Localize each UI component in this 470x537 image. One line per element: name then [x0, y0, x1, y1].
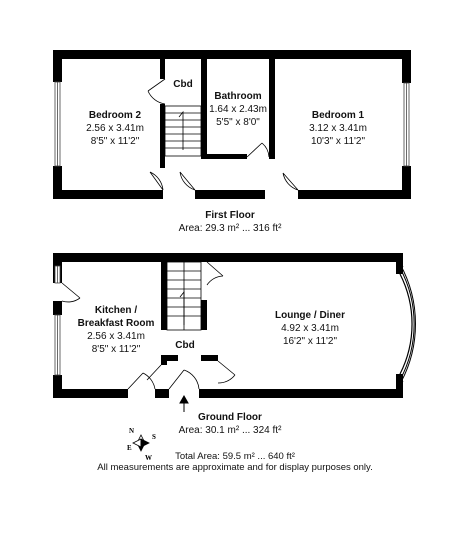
room-name: Cbd — [175, 340, 195, 351]
room-name: Bathroom — [214, 91, 262, 102]
disclaimer: All measurements are approximate and for display purposes only. — [97, 462, 373, 473]
room-lounge — [255, 309, 365, 348]
compass-e: E — [127, 444, 132, 452]
floor-title: First Floor — [205, 210, 255, 221]
ff-wall-bath-bottom — [201, 154, 247, 159]
ff-wall-bath-bed1 — [269, 59, 275, 159]
compass-w: W — [145, 454, 152, 462]
ff-wall-stair-left — [160, 104, 165, 168]
ff-wall-bath-bed1-stub — [242, 154, 247, 159]
room-name: Lounge / Diner — [275, 310, 345, 321]
ff-wall-right-top — [402, 50, 411, 83]
ff-door-bed2 — [150, 172, 163, 190]
ff-wall-bottom-left — [53, 190, 163, 199]
total-area: Total Area: 59.5 m² ... 640 ft² — [175, 451, 295, 462]
room-imperial: 16'2" x 11'2" — [282, 336, 338, 347]
room-name-line2: Breakfast Room — [77, 318, 155, 329]
room-name: Cbd — [173, 79, 193, 90]
first-floor-caption — [150, 209, 310, 235]
floor-area: Area: 30.1 m² ... 324 ft² — [178, 425, 282, 436]
gf-wall-right-bottom — [396, 374, 403, 398]
room-metric: 2.56 x 3.41m — [86, 123, 144, 134]
room-bathroom — [207, 90, 269, 129]
gf-wall-bottom-right — [199, 389, 403, 398]
gf-wall-top-left — [53, 253, 403, 262]
room-metric: 4.92 x 3.41m — [281, 323, 339, 334]
gf-wall-cbd-right — [201, 300, 207, 330]
room-metric: 1.64 x 2.43m — [209, 104, 267, 115]
ff-door-landing — [180, 172, 195, 190]
room-name: Bedroom 1 — [311, 110, 365, 121]
bay-window — [400, 264, 415, 384]
room-cbd-first — [168, 78, 198, 91]
compass-n: N — [129, 427, 135, 435]
gf-door-kitchen-inner — [147, 365, 161, 380]
room-name: Kitchen / — [94, 305, 138, 316]
gf-wall-left-mid — [53, 301, 62, 315]
ground-floor-stairs — [167, 262, 201, 330]
ff-wall-top — [53, 50, 411, 59]
room-imperial: 8'5" x 11'2" — [90, 136, 140, 147]
floor-title: Ground Floor — [198, 412, 262, 423]
compass-s: S — [152, 433, 156, 441]
first-floor-stairs — [165, 106, 201, 156]
room-bedroom-2 — [70, 109, 160, 148]
gf-wall-bottom-left — [53, 389, 128, 398]
ff-wall-left-top — [53, 50, 62, 82]
ground-floor-windows — [55, 266, 60, 375]
room-imperial: 5'5" x 8'0" — [216, 117, 260, 128]
ground-floor-caption — [150, 411, 310, 437]
room-imperial: 10'3" x 11'2" — [310, 136, 366, 147]
ff-door-cbd — [148, 79, 165, 104]
gf-door-front — [169, 370, 199, 389]
room-cbd-ground — [170, 339, 200, 352]
room-name: Bedroom 2 — [88, 110, 142, 121]
ff-wall-left-bottom — [53, 166, 62, 199]
room-metric: 3.12 x 3.41m — [309, 123, 367, 134]
gf-wall-bottom-mid — [155, 389, 169, 398]
ff-wall-right-bottom — [402, 166, 411, 199]
room-metric: 2.56 x 3.41m — [87, 331, 145, 342]
compass-icon — [133, 435, 149, 451]
gf-door-stair-top — [207, 262, 223, 285]
gf-wall-left-bottom — [53, 375, 62, 398]
gf-door-cbd — [218, 361, 235, 383]
ff-wall-bottom-right — [298, 190, 411, 199]
room-imperial: 8'5" x 11'2" — [91, 344, 141, 355]
gf-wall-cbd-stub — [201, 355, 218, 361]
room-bedroom-1 — [290, 109, 386, 148]
ff-wall-bottom-mid — [195, 190, 265, 199]
entrance-arrow — [180, 396, 188, 412]
ff-door-bath — [247, 143, 269, 157]
room-kitchen — [68, 304, 164, 356]
ff-wall-bed2-cbd — [160, 59, 165, 79]
gf-door-kitchen-window — [62, 283, 80, 302]
ff-door-bed1 — [283, 173, 298, 190]
floor-area: Area: 29.3 m² ... 316 ft² — [178, 223, 282, 234]
